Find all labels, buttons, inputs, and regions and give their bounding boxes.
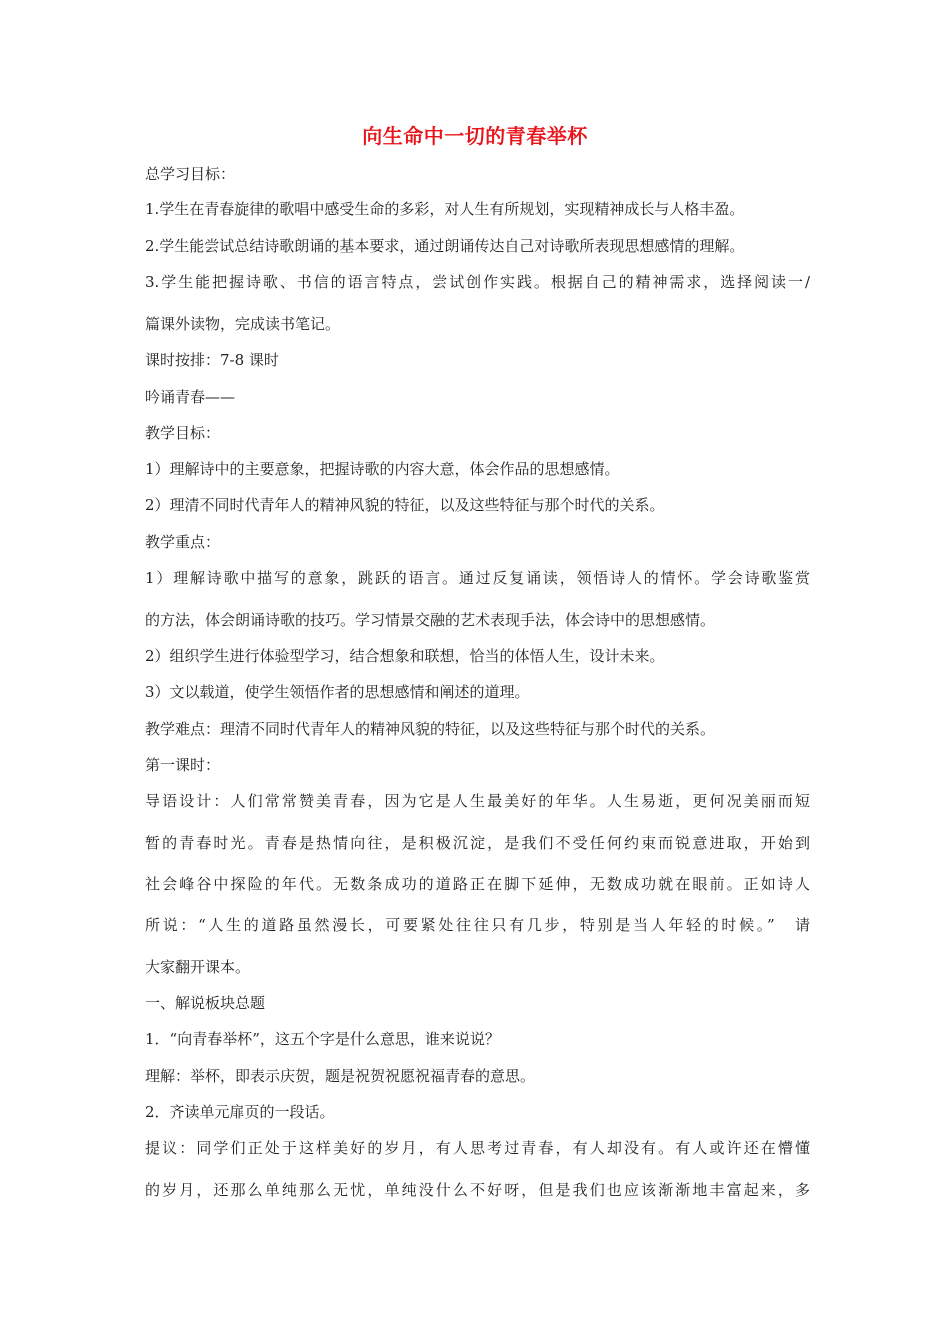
text-line: 2．齐读单元扉页的一段话。 [145, 1103, 335, 1121]
text-line: 1）理解诗歌中描写的意象，跳跃的语言。通过反复诵读，领悟诗人的情怀。学会诗歌鉴赏 [145, 569, 810, 587]
text-line: 1．“向青春举杯”，这五个字是什么意思，谁来说说？ [145, 1030, 500, 1048]
text-line: 的岁月，还那么单纯那么无忧，单纯没什么不好呀，但是我们也应该渐渐地丰富起来，多 [145, 1181, 810, 1199]
text-line: 的方法，体会朗诵诗歌的技巧。学习情景交融的艺术表现手法，体会诗中的思想感情。 [145, 611, 716, 629]
text-line: 教学难点：理清不同时代青年人的精神风貌的特征，以及这些特征与那个时代的关系。 [145, 720, 716, 738]
text-line: 教学目标： [145, 424, 221, 442]
text-line: 吟诵青春—— [145, 388, 236, 406]
text-line: 1）理解诗中的主要意象，把握诗歌的内容大意，体会作品的思想感情。 [145, 460, 620, 478]
text-line: 大家翻开课本。 [145, 958, 251, 976]
text-line: 社会峰谷中探险的年代。无数条成功的道路正在脚下延伸，无数成功就在眼前。正如诗人 [145, 875, 810, 893]
text-line: 导语设计：人们常常赞美青春，因为它是人生最美好的年华。人生易逝，更何况美丽而短 [145, 792, 810, 810]
text-line: 2）组织学生进行体验型学习，结合想象和联想，恰当的体悟人生，设计未来。 [145, 647, 665, 665]
text-line: 总学习目标： [145, 165, 236, 183]
text-line: 提议：同学们正处于这样美好的岁月，有人思考过青春，有人却没有。有人或许还在懵懂 [145, 1139, 810, 1157]
text-line: 教学重点： [145, 533, 221, 551]
text-line: 3）文以载道，使学生领悟作者的思想感情和阐述的道理。 [145, 683, 530, 701]
text-line: 1.学生在青春旋律的歌唱中感受生命的多彩，对人生有所规划，实现精神成长与人格丰盈。 [145, 200, 745, 218]
text-line: 暂的青春时光。青春是热情向往，是积极沉淀，是我们不受任何约束而锐意进取，开始到 [145, 834, 810, 852]
text-line: 课时按排：7-8 课时 [145, 351, 279, 369]
document-title: 向生命中一切的青春举杯 [362, 124, 588, 148]
text-line: 一、解说板块总题 [145, 994, 266, 1012]
text-line: 2.学生能尝试总结诗歌朗诵的基本要求，通过朗诵传达自己对诗歌所表现思想感情的理解。 [145, 237, 745, 255]
text-line: 2）理清不同时代青年人的精神风貌的特征，以及这些特征与那个时代的关系。 [145, 496, 665, 514]
text-line: 所说：“人生的道路虽然漫长，可要紧处往往只有几步，特别是当人年轻的时候。” 请 [145, 916, 810, 934]
text-line: 理解：举杯，即表示庆贺，题是祝贺祝愿祝福青春的意思。 [145, 1067, 536, 1085]
text-line: 第一课时： [145, 756, 221, 774]
text-line: 篇课外读物，完成读书笔记。 [145, 315, 341, 333]
text-line: 3.学生能把握诗歌、书信的语言特点，尝试创作实践。根据自己的精神需求，选择阅读一/ [145, 273, 810, 291]
